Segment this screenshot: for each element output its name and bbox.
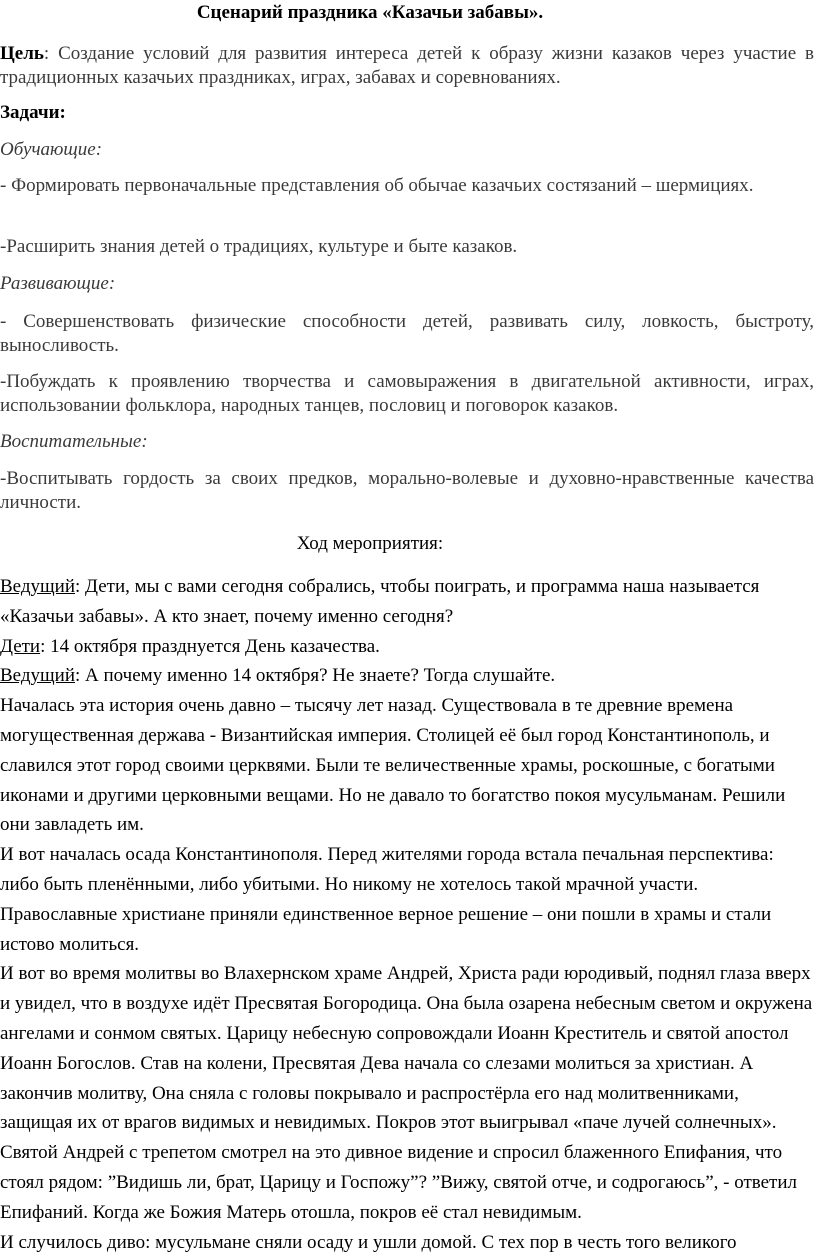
goal-label: Цель [0,43,44,64]
teaching-heading: Обучающие: [0,139,103,160]
developing-item-1: - Совершенствовать физические способности детей, развивать силу, ловкость, быстроту, выносливость. [0,311,814,356]
teaching-item-1: - Формировать первоначальные представления об обычае казачьих состязаний – шермициях. [0,175,754,196]
speaker-children: Дети [0,635,41,657]
dialogue-line-3 [0,661,814,691]
goal-paragraph [0,42,814,90]
teaching-item-2: -Расширить знания детей о традициях, культуре и быте казаков. [0,236,518,257]
developing-item-2: -Побуждать к проявлению творчества и самовыражения в двигательной активности, играх, использовании фольклора, народных танцев, пословиц и поговорок казаков. [0,371,814,416]
developing-heading: Развивающие: [0,273,116,294]
document-title: Сценарий праздника «Казачьи забавы». [196,2,544,23]
dialogue-line-2 [0,632,814,662]
dialogue-line-1 [0,572,814,632]
story-paragraph-2: И вот началась осада Константинополя. Перед жителями города встала печальная перспектива: либо быть пленёнными, либо убитыми. Но никому не хотелось такой мрачной участи. Православные христиане приняли единственное верное решение – они пошли в храмы и стали истово молиться. [0,844,774,955]
speaker-host: Ведущий [0,576,75,597]
speaker-host: Ведущий [0,665,75,687]
educational-heading: Воспитательные: [0,431,148,452]
dialogue-text: : А почему именно 14 октября? Не знаете? Тогда слушайте. [75,665,556,687]
educational-item-1: -Воспитывать гордость за своих предков, морально-волевые и духовно-нравственные качества личности. [0,468,814,513]
dialogue-text: : Дети, мы с вами сегодня собрались, чтобы поиграть, и программа наша называется «Казачьи забавы». А кто знает, почему именно сегодня? [0,576,760,627]
dialogue-text: : 14 октября празднуется День казачества. [40,635,380,657]
course-heading: Ход мероприятия: [296,533,444,554]
story-paragraph-4: И случилось диво: мусульмане сняли осаду и ушли домой. С тех пор в честь того великого [0,1231,737,1253]
goal-text: : Создание условий для развития интереса детей к образу жизни казаков через участие в традиционных казачьих праздниках, играх, забавах и соревнованиях. [0,43,814,88]
story-paragraph-3: И вот во время молитвы во Влахернском храме Андрей, Христа ради юродивый, поднял глаза вверх и увидел, что в воздухе идёт Пресвятая Богородица. Она была озарена небесным светом и окружена ангелами и сонмом святых. Царицу небесную сопровождали Иоанн Креститель и святой апостол Иоанн Богослов. Став на колени, Пресвятая Дева начала со слезами молиться за христиан. А закончив молитву, Она сняла с головы покрывало и распростёрла его над молитвенниками, защищая их от врагов видимых и невидимых. Покров этот выигрывал «паче лучей солнечных». Святой Андрей с трепетом смотрел на это дивное видение и спросил блаженного Епифания, что стоял рядом: ”Видишь ли, брат, Царицу и Госпожу”? ”Вижу, святой отче, и содрогаюсь”, - ответил Епифаний. Когда же Божия Матерь отошла, покров её стал невидимым. [0,963,813,1223]
story-paragraph-1: Началась эта история очень давно – тысячу лет назад. Существовала в те древние времена могущественная держава - Византийская империя. Столицей её был город Константинополь, и славился этот город своими церквями. Были те величественные храмы, роскошные, с богатыми иконами и другими церковными вещами. Но не давало то богатство покоя мусульманам. Решили они завладеть им. [0,695,786,836]
tasks-heading: Задачи: [0,102,66,123]
scenario-body [0,572,814,1257]
